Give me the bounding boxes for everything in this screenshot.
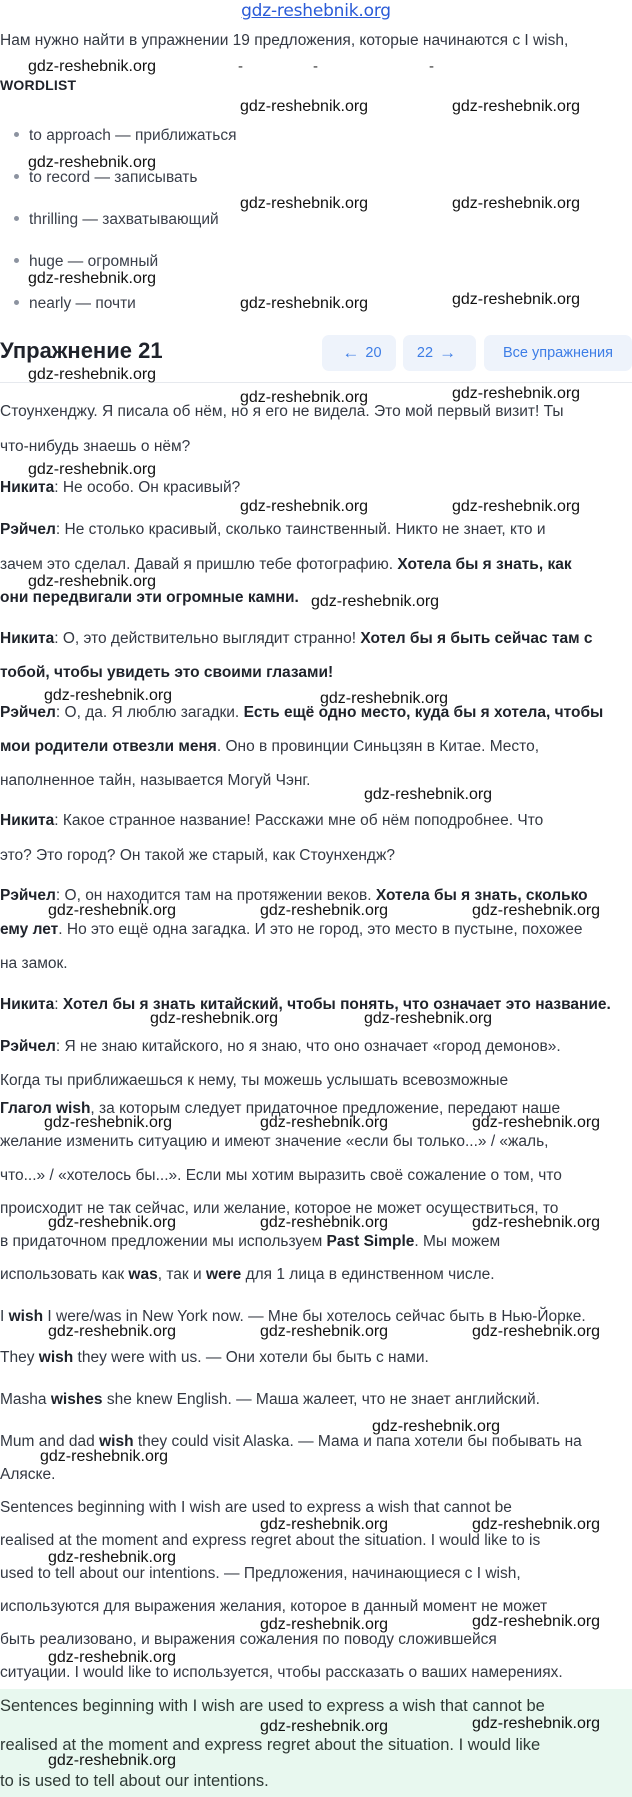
watermark: gdz-reshebnik.org bbox=[260, 1516, 389, 1533]
grammar-line: использовать как was, так и were для 1 лица в единственном числе. bbox=[0, 1266, 495, 1283]
dialogue-line: на замок. bbox=[0, 955, 68, 972]
wordlist-item: huge — огромный bbox=[14, 253, 158, 271]
wordlist-item: to approach — приближаться bbox=[14, 127, 237, 145]
bullet-icon bbox=[14, 174, 19, 179]
example-line: Аляске. bbox=[0, 1466, 56, 1483]
watermark: gdz-reshebnik.org bbox=[472, 1114, 601, 1131]
watermark: gdz-reshebnik.org bbox=[150, 1010, 279, 1027]
dialogue-line: мои родители отвезли меня. Оно в провинции Синьцзян в Китае. Место, bbox=[0, 738, 540, 755]
dialogue-line: тобой, чтобы увидеть это своими глазами! bbox=[0, 664, 334, 681]
watermark: gdz-reshebnik.org bbox=[452, 195, 581, 212]
bullet-icon bbox=[14, 258, 19, 263]
prev-exercise-label: 20 bbox=[365, 345, 382, 361]
dialogue-line: Стоунхенджу. Я писала об нём, но я его не видела. Это мой первый визит! Ты bbox=[0, 403, 564, 420]
watermark: gdz-reshebnik.org bbox=[472, 1715, 601, 1732]
answer-line: Sentences beginning with I wish are used to express a wish that cannot be bbox=[0, 1697, 545, 1715]
dialogue-line: Рэйчел: О, он находится там на протяжении веков. Хотела бы я знать, сколько bbox=[0, 887, 588, 904]
dialogue-line: Никита: Не особо. Он красивый? bbox=[0, 479, 241, 496]
dialogue-line: наполненное тайн, называется Могуй Чэнг. bbox=[0, 772, 311, 789]
dash-mark: - bbox=[313, 58, 318, 75]
next-exercise-label: 22 bbox=[416, 345, 434, 361]
example-line: Mum and dad wish they could visit Alaska. — Мама и папа хотели бы побывать на bbox=[0, 1433, 582, 1450]
grammar-line: что...» / «хотелось бы...». Если мы хотим выразить своё сожаление о том, что bbox=[0, 1167, 562, 1184]
exercise-title: Упражнение 21 bbox=[0, 338, 163, 363]
watermark: gdz-reshebnik.org bbox=[48, 1549, 177, 1566]
summary-line: Sentences beginning with I wish are used to express a wish that cannot be bbox=[0, 1499, 512, 1516]
all-exercises-label: Все упражнения bbox=[503, 345, 613, 361]
watermark: gdz-reshebnik.org bbox=[472, 1613, 601, 1630]
watermark: gdz-reshebnik.org bbox=[48, 1752, 177, 1769]
answer-line: realised at the moment and express regret about the situation. I would like bbox=[0, 1736, 541, 1754]
watermark: gdz-reshebnik.org bbox=[260, 902, 389, 919]
dialogue-line: Рэйчел: Не столько красивый, сколько таинственный. Никто не знает, кто и bbox=[0, 521, 546, 538]
answer-line: to is used to tell about our intentions. bbox=[0, 1772, 269, 1790]
watermark: gdz-reshebnik.org bbox=[240, 389, 369, 406]
grammar-line: Глагол wish, за которым следует придаточное предложение, передают наше bbox=[0, 1100, 561, 1117]
watermark: gdz-reshebnik.org bbox=[260, 1718, 389, 1735]
summary-line: используются для выражения желания, которое в данный момент не может bbox=[0, 1598, 548, 1615]
watermark: gdz-reshebnik.org bbox=[48, 1323, 177, 1340]
intro-text: Нам нужно найти в упражнении 19 предложения, которые начинаются с I wish, bbox=[0, 32, 569, 49]
summary-line: ситуации. I would like to используется, чтобы рассказать о ваших намерениях. bbox=[0, 1664, 563, 1681]
watermark: gdz-reshebnik.org bbox=[472, 902, 601, 919]
watermark: gdz-reshebnik.org bbox=[240, 195, 369, 212]
watermark: gdz-reshebnik.org bbox=[364, 1010, 493, 1027]
watermark: gdz-reshebnik.org bbox=[472, 1516, 601, 1533]
watermark: gdz-reshebnik.org bbox=[28, 270, 157, 287]
watermark: gdz-reshebnik.org bbox=[260, 1323, 389, 1340]
arrow-left-icon: ← bbox=[342, 343, 360, 362]
summary-line: realised at the moment and express regret about the situation. I would like to is bbox=[0, 1532, 541, 1549]
watermark: gdz-reshebnik.org bbox=[320, 690, 449, 707]
watermark: gdz-reshebnik.org bbox=[28, 366, 157, 383]
watermark: gdz-reshebnik.org bbox=[28, 461, 157, 478]
dialogue-line: Когда ты приближаешься к нему, ты можешь услышать всевозможные bbox=[0, 1072, 509, 1089]
wordlist-item: to record — записывать bbox=[14, 169, 197, 187]
wordlist-title: WORDLIST bbox=[0, 77, 77, 93]
watermark: gdz-reshebnik.org bbox=[364, 786, 493, 803]
watermark: gdz-reshebnik.org bbox=[44, 1114, 173, 1131]
summary-line: used to tell about our intentions. — Предложения, начинающиеся с I wish, bbox=[0, 1565, 521, 1582]
watermark: gdz-reshebnik.org bbox=[260, 1214, 389, 1231]
watermark: gdz-reshebnik.org bbox=[48, 1649, 177, 1666]
watermark: gdz-reshebnik.org bbox=[311, 593, 440, 610]
dash-mark: - bbox=[429, 58, 434, 75]
bullet-icon bbox=[14, 216, 19, 221]
watermark: gdz-reshebnik.org bbox=[472, 1323, 601, 1340]
watermark: gdz-reshebnik.org bbox=[240, 295, 369, 312]
watermark: gdz-reshebnik.org bbox=[452, 385, 581, 402]
example-line: I wish I were/was in New York now. — Мне бы хотелось сейчас быть в Нью-Йорке. bbox=[0, 1308, 586, 1325]
example-line: They wish they were with us. — Они хотели бы быть с нами. bbox=[0, 1349, 429, 1366]
watermark: gdz-reshebnik.org bbox=[28, 58, 157, 75]
prev-exercise-button[interactable] bbox=[322, 335, 396, 371]
arrow-right-icon: → bbox=[439, 343, 457, 362]
dialogue-line: Никита: Какое странное название! Расскажи мне об нём поподробнее. Что bbox=[0, 812, 544, 829]
watermark: gdz-reshebnik.org bbox=[472, 1214, 601, 1231]
bullet-icon bbox=[14, 132, 19, 137]
watermark: gdz-reshebnik.org bbox=[40, 1448, 169, 1465]
dialogue-line: Никита: Хотел бы я знать китайский, чтобы понять, что означает это название. bbox=[0, 996, 611, 1013]
dash-mark: - bbox=[238, 58, 243, 75]
grammar-line: происходит не так сейчас, или желание, которое не может осуществиться, то bbox=[0, 1200, 559, 1217]
watermark: gdz-reshebnik.org bbox=[260, 1114, 389, 1131]
watermark: gdz-reshebnik.org bbox=[260, 1616, 389, 1633]
watermark: gdz-reshebnik.org bbox=[372, 1418, 501, 1435]
site-link[interactable]: gdz-reshebnik.org bbox=[241, 1, 391, 21]
dialogue-line: Рэйчел: О, да. Я люблю загадки. Есть ещё одно место, куда бы я хотела, чтобы bbox=[0, 704, 604, 721]
watermark: gdz-reshebnik.org bbox=[452, 498, 581, 515]
dialogue-line: это? Это город? Он такой же старый, как Стоунхендж? bbox=[0, 847, 395, 864]
example-line: Masha wishes she knew English. — Маша жалеет, что не знает английский. bbox=[0, 1391, 540, 1408]
wordlist-item: nearly — почти bbox=[14, 295, 136, 313]
watermark: gdz-reshebnik.org bbox=[48, 1214, 177, 1231]
all-exercises-button[interactable] bbox=[484, 335, 632, 371]
watermark: gdz-reshebnik.org bbox=[240, 498, 369, 515]
watermark: gdz-reshebnik.org bbox=[48, 902, 177, 919]
dialogue-line: что-нибудь знаешь о нём? bbox=[0, 438, 191, 455]
dialogue-line: Рэйчел: Я не знаю китайского, но я знаю, что оно означает «город демонов». bbox=[0, 1038, 561, 1055]
watermark: gdz-reshebnik.org bbox=[452, 98, 581, 115]
dialogue-line: они передвигали эти огромные камни. bbox=[0, 589, 299, 606]
dialogue-line: Никита: О, это действительно выглядит странно! Хотел бы я быть сейчас там с bbox=[0, 630, 593, 647]
next-exercise-button[interactable] bbox=[403, 335, 476, 371]
watermark: gdz-reshebnik.org bbox=[44, 687, 173, 704]
watermark: gdz-reshebnik.org bbox=[240, 98, 369, 115]
wordlist-item: thrilling — захватывающий bbox=[14, 211, 219, 229]
dialogue-line: зачем это сделал. Давай я пришлю тебе фотографию. Хотела бы я знать, как bbox=[0, 556, 572, 573]
grammar-line: в придаточном предложении мы используем Past Simple. Мы можем bbox=[0, 1233, 501, 1250]
dialogue-line: ему лет. Но это ещё одна загадка. И это не город, это место в пустыне, похожее bbox=[0, 921, 583, 938]
bullet-icon bbox=[14, 300, 19, 305]
watermark: gdz-reshebnik.org bbox=[452, 291, 581, 308]
watermark: gdz-reshebnik.org bbox=[28, 573, 157, 590]
watermark: gdz-reshebnik.org bbox=[28, 154, 157, 171]
grammar-line: желание изменить ситуацию и имеют значение «если бы только...» / «жаль, bbox=[0, 1133, 549, 1150]
summary-line: быть реализовано, и выражения сожаления по поводу сложившейся bbox=[0, 1631, 497, 1648]
